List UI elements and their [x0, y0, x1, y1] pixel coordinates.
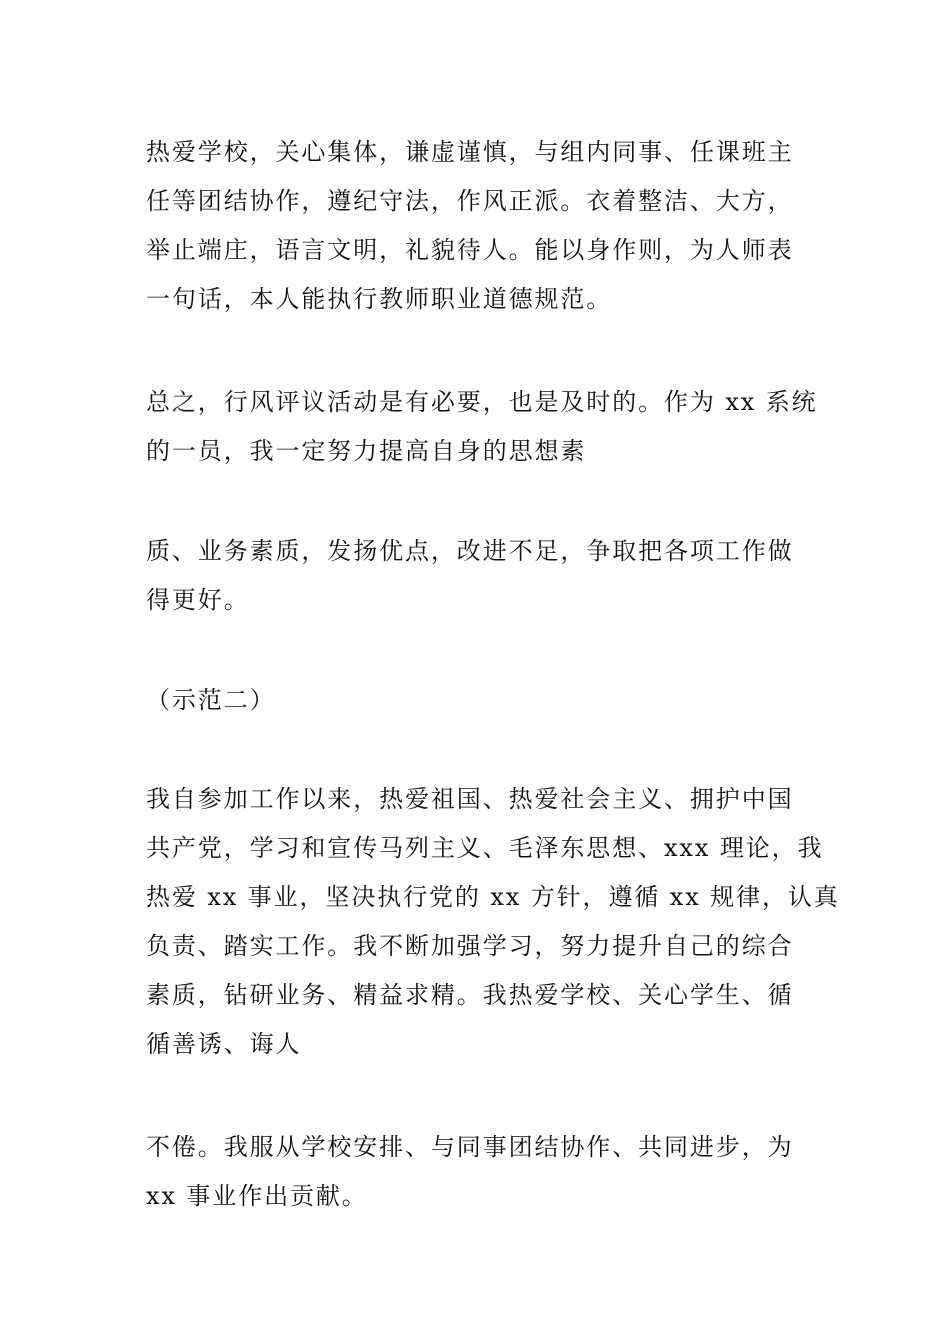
- text-line: 总之，行风评议活动是有必要，也是及时的。作为 xx 系统: [146, 388, 818, 416]
- text-line: xx 事业作出贡献。: [146, 1182, 368, 1210]
- text-line: 不倦。我服从学校安排、与同事团结协作、共同进步，为: [146, 1133, 794, 1161]
- text-line: 的一员，我一定努力提高自身的思想素: [146, 437, 587, 465]
- text-line: 举止端庄，语言文明，礼貌待人。能以身作则，为人师表: [146, 236, 794, 264]
- paragraph-work-summary-continued: [146, 1123, 811, 1221]
- section-heading-example-two: [146, 676, 811, 725]
- paragraph-conclusion: [146, 378, 818, 476]
- text-line: 质、业务素质，发扬优点，改进不足，争取把各项工作做: [146, 537, 794, 565]
- text-line: 任等团结协作，遵纪守法，作风正派。衣着整洁、大方，: [146, 187, 794, 215]
- text-line: 热爱学校，关心集体，谦虚谨慎，与组内同事、任课班主: [146, 138, 794, 166]
- text-line: 我自参加工作以来，热爱祖国、热爱社会主义、拥护中国: [146, 785, 794, 813]
- text-line: 一句话，本人能执行教师职业道德规范。: [146, 285, 613, 313]
- paragraph-professional-conduct: [146, 128, 811, 324]
- paragraph-conclusion-continued: [146, 527, 811, 625]
- text-line: 得更好。: [146, 586, 250, 614]
- text-line: 热爱 xx 事业，坚决执行党的 xx 方针，遵循 xx 规律，认真: [146, 883, 840, 911]
- text-line: 素质，钻研业务、精益求精。我热爱学校、关心学生、循: [146, 981, 794, 1009]
- paragraph-work-summary: [146, 775, 840, 1069]
- text-line: （示范二）: [146, 686, 276, 714]
- text-line: 循善诱、诲人: [146, 1030, 302, 1058]
- text-line: 共产党，学习和宣传马列主义、毛泽东思想、xxx 理论，我: [146, 834, 824, 862]
- text-line: 负责、踏实工作。我不断加强学习，努力提升自己的综合: [146, 932, 794, 960]
